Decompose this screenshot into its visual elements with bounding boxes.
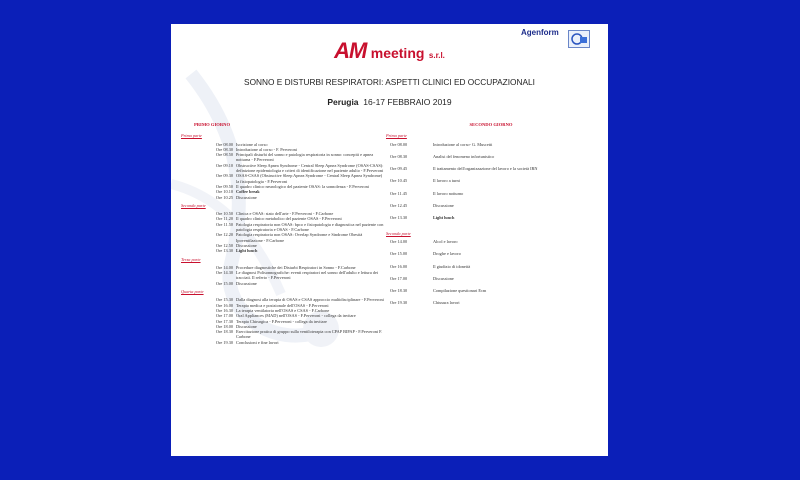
schedule-time: Ore 18.00 — [215, 323, 233, 329]
schedule-time: Ore 16.00 — [390, 263, 408, 269]
schedule-time: Ore 15.30 — [215, 297, 233, 303]
schedule-time: Ore 15.00 — [215, 280, 233, 286]
course-title: SONNO E DISTURBI RESPIRATORI: ASPETTI CLINICI ED OCCUPAZIONALI — [244, 77, 535, 87]
schedule-time: Ore 08.00 — [390, 141, 408, 147]
schedule-topic: Discussione — [433, 203, 454, 209]
schedule-topic: Terapia medica e posizionale dell'OSAS - F.Perveroni — [236, 302, 329, 308]
schedule-row — [386, 191, 596, 196]
schedule-topic: Conclusioni e fine lavori — [236, 339, 279, 345]
schedule-row — [181, 222, 386, 233]
schedule-row — [386, 300, 596, 305]
schedule-time: Ore 08.00 — [215, 141, 233, 147]
schedule-row — [181, 232, 386, 243]
schedule-time: Ore 14.00 — [215, 264, 233, 270]
schedule-time: Ore 09.10 — [215, 162, 233, 168]
schedule-row — [386, 154, 596, 159]
schedule-topic: Obstructive Sleep Apnea Syndrome - Central Sleep Apnea Syndrome (OSAS-CSAS): definizione epidemiologia e criteri di identificazione nel paziente adulto - F.Perveroni — [236, 162, 384, 174]
schedule-topic: Il giudizio di idoneità — [433, 263, 471, 269]
schedule-time: Ore 11.20 — [215, 216, 233, 222]
schedule-topic: Oral Appliances (MAD) nell'OSAS - F.Perveroni - collega da invitare — [236, 313, 356, 319]
schedule-row — [386, 215, 596, 220]
schedule-topic: Procedure diagnostiche dei Disturbi Respiratori in Sonno - F.Carbone — [236, 264, 356, 270]
schedule-time: Ore 16.00 — [215, 302, 233, 308]
day-heading: PRIMO GIORNO — [193, 122, 231, 127]
schedule-time: Ore 11.45 — [390, 190, 408, 196]
schedule-topic: Le diagnosi Polisonnografiche: eventi respiratori nel sonno dell'adulto e lettura dei tracciati. Il referto - F.Perveroni — [236, 270, 379, 281]
schedule-time: Ore 11.50 — [215, 221, 233, 227]
schedule-topic: Discussione — [236, 242, 257, 248]
section-heading: Quarta parte — [181, 289, 204, 295]
schedule-time: Ore 09.45 — [390, 166, 408, 172]
schedule-row — [386, 276, 596, 281]
schedule-topic: Patologia respiratoria non OSAS: Overlap Syndrome e Sindrome Obesità Ipoventilazione - F.Carbone — [236, 232, 363, 243]
schedule-topic: Principali disturbi del sonno e patologia respiratoria in sonno: concepiti e apnea notturna - F.Perveroni — [236, 152, 374, 163]
schedule-row — [181, 340, 386, 345]
schedule-time: Ore 09.50 — [215, 183, 233, 189]
schedule-row — [386, 239, 596, 244]
schedule-topic: Droghe e lavoro — [433, 251, 461, 257]
schedule-time: Ore 17.00 — [215, 313, 233, 319]
schedule-time: Ore 13.30 — [390, 215, 408, 221]
schedule-row — [181, 195, 386, 200]
schedule-time: Ore 08.50 — [215, 152, 233, 158]
schedule-topic: Clinica e OSAS: stato dell'arte - F.Perveroni - F.Carbone — [236, 211, 334, 217]
schedule-topic: Il lavoro notturno — [433, 190, 464, 196]
schedule-row — [386, 166, 596, 171]
schedule-time: Ore 10.10 — [215, 189, 233, 195]
schedule-row — [181, 173, 386, 184]
agenform-label: Agenform — [521, 28, 559, 37]
schedule-topic: Light lunch — [236, 248, 258, 254]
schedule-row — [181, 248, 386, 253]
schedule-topic: La terapia ventilatoria nell'OSAS e CSAS - F.Carbone — [236, 307, 330, 313]
schedule-topic: Iscrizione al corso — [236, 141, 268, 147]
schedule-topic: Il quadro clinico metabolico del paziente OSAS - F.Perveroni — [236, 216, 342, 222]
program-document — [171, 24, 608, 456]
section-heading: Seconda parte — [181, 202, 206, 208]
schedule-time: Ore 10.45 — [390, 178, 408, 184]
schedule-topic: Discussione — [433, 275, 454, 281]
section-heading: Terza parte — [181, 256, 201, 262]
schedule-time: Ore 14.00 — [390, 238, 408, 244]
schedule-row — [181, 281, 386, 286]
schedule-topic: Alcol e lavoro — [433, 238, 458, 244]
schedule-time: Ore 15.00 — [390, 251, 408, 257]
schedule-topic: Introduzione al corso- G. Muscetti — [433, 141, 493, 147]
schedule-time: Ore 18.30 — [390, 288, 408, 294]
schedule-topic: Introduzione al corso - F. Perveroni — [236, 146, 297, 152]
schedule-row — [386, 178, 596, 183]
schedule-time: Ore 12.50 — [215, 242, 233, 248]
section-heading: Prima parte — [386, 133, 407, 139]
section-heading: Seconda parte — [386, 230, 411, 236]
schedule-time: Ore 12.45 — [390, 203, 408, 209]
schedule-row — [181, 329, 386, 340]
schedule-time: Ore 17.30 — [215, 318, 233, 324]
schedule-row — [181, 152, 386, 163]
schedule-time: Ore 12.20 — [215, 232, 233, 238]
schedule-row — [181, 270, 386, 281]
schedule-topic: Analisi del fenomeno infortunistico — [433, 153, 495, 159]
schedule-row — [386, 203, 596, 208]
schedule-time: Ore 19.30 — [215, 339, 233, 345]
schedule-topic: Esercitazione pratica di gruppo sulla ventiloterapia con CPAP BIPAP - F.Perveroni F. Carbone — [236, 329, 383, 340]
schedule-time: Ore 16.30 — [215, 307, 233, 313]
schedule-topic: Light lunch — [433, 215, 455, 221]
schedule-row — [181, 163, 386, 174]
schedule-time: Ore 13.30 — [215, 248, 233, 254]
day-heading: SECONDO GIORNO — [469, 122, 513, 127]
schedule-topic: Chiusura lavori — [433, 300, 460, 306]
schedule-row — [386, 288, 596, 293]
schedule-time: Ore 18.30 — [215, 329, 233, 335]
course-location-date: Perugia 16-17 FEBBRAIO 2019 — [327, 97, 452, 107]
schedule-topic: Dalla diagnosi alla terapia di OSAS e CSAS approccio multidisciplinare - F.Perveroni — [236, 297, 384, 303]
schedule-topic: Il quadro clinico neurologico del paziente OSAS: la sonnolenza - F.Perveroni — [236, 183, 369, 189]
am-meeting-logo: AM meeting s.r.l. — [334, 38, 445, 63]
schedule-time: Ore 10.50 — [215, 211, 233, 217]
schedule-topic: Discussione — [236, 323, 257, 329]
schedule-topic: Il lavoro a turni — [433, 178, 460, 184]
schedule-topic: Discussione — [236, 194, 257, 200]
schedule-topic: Il trattamento dell'organizzazione del lavoro e la società IRN — [433, 166, 538, 172]
schedule-time: Ore 19.30 — [390, 300, 408, 306]
schedule-topic: Coffee break — [236, 189, 260, 195]
schedule-time: Ore 14.30 — [215, 270, 233, 276]
schedule-row — [386, 142, 596, 147]
schedule-row — [386, 251, 596, 256]
schedule-time: Ore 08.30 — [215, 146, 233, 152]
schedule-topic: OSAS-CSAS (Obstructive Sleep Apnea Syndrome - Central Sleep Apnea Syndrome) la fisiopatologia - F.Perveroni — [236, 173, 383, 184]
day-two-column — [386, 122, 596, 313]
schedule-time: Ore 09.30 — [215, 173, 233, 179]
section-heading: Prima parte — [181, 133, 202, 139]
schedule-time: Ore 10.25 — [215, 194, 233, 200]
schedule-time: Ore 17.00 — [390, 275, 408, 281]
schedule-row — [386, 264, 596, 269]
schedule-topic: Discussione — [236, 280, 257, 286]
schedule-topic: Terapia Chirurgica - F.Perveroni - collega da invitare — [236, 318, 327, 324]
schedule-topic: Compilazione questionari Ecm — [433, 288, 487, 294]
schedule-time: Ore 08.30 — [390, 153, 408, 159]
schedule-topic: Patologia respiratoria non OSAS: bpco e fisiopatologia e diagnostica nel paziente con patologia respiratoria e OSAS - F.Carbone — [236, 221, 384, 233]
day-one-column — [181, 122, 386, 345]
